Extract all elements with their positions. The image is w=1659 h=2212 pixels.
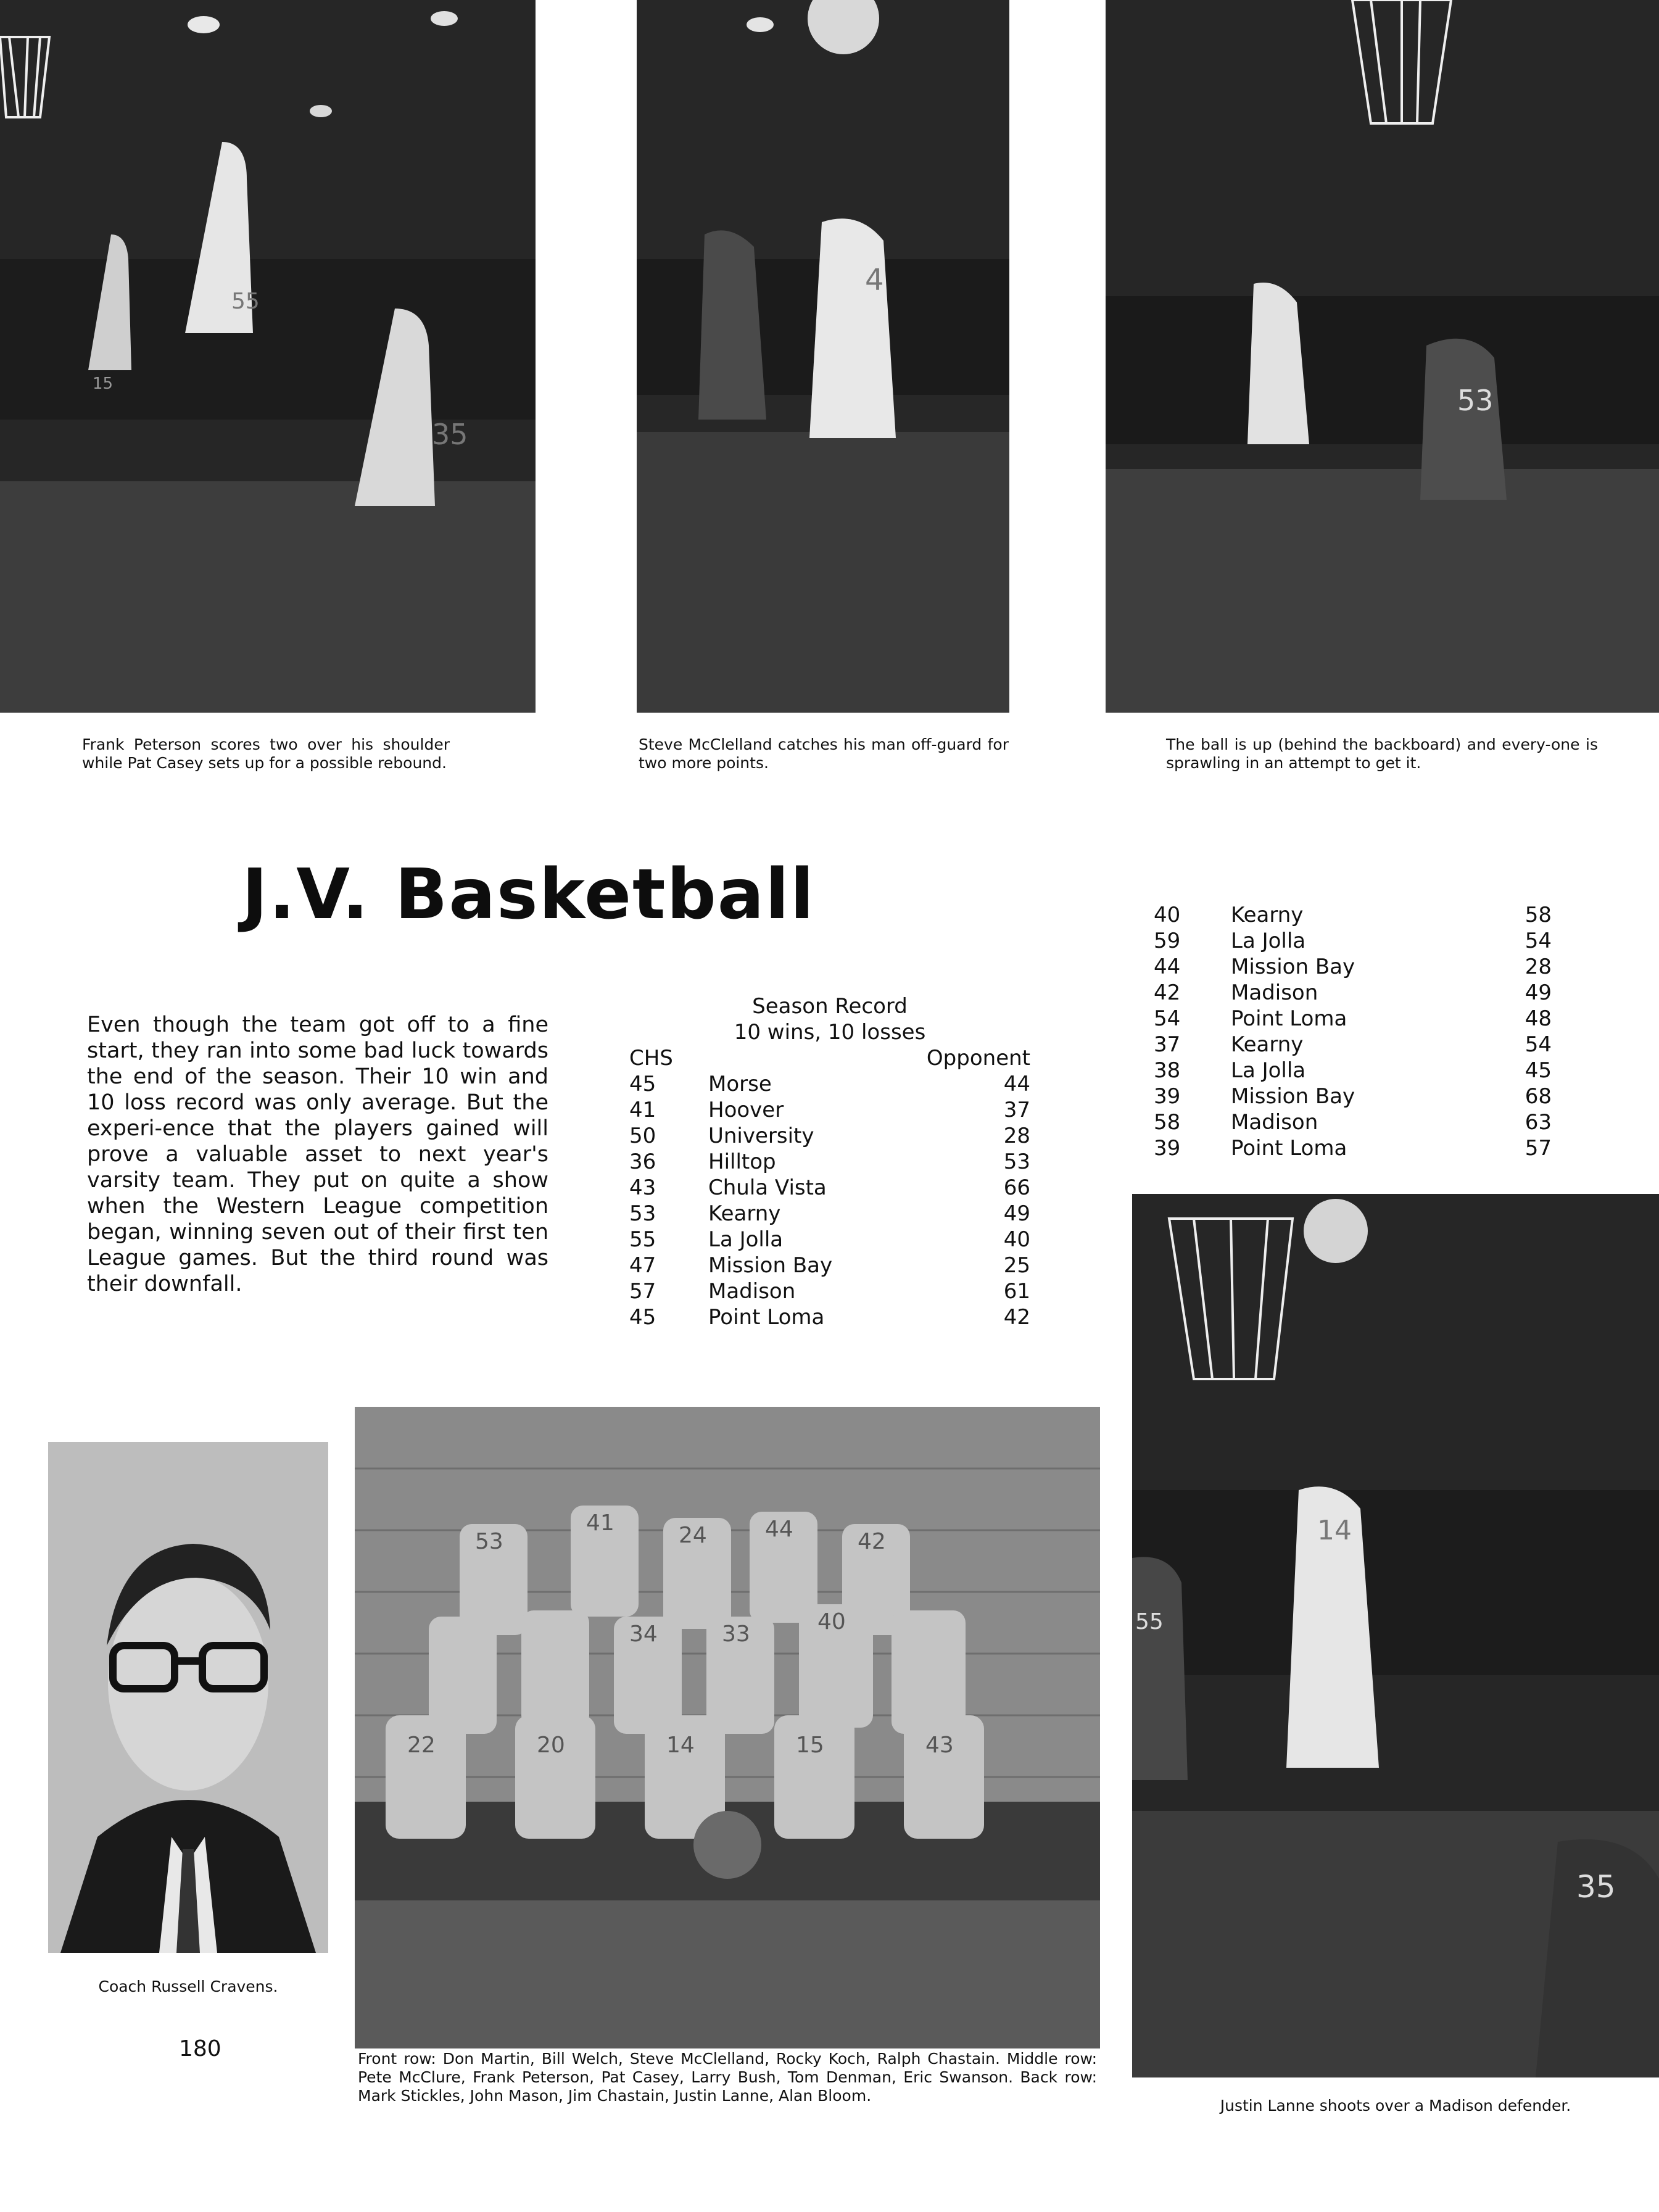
chs-score: 47 [629,1253,656,1278]
opponent-score: 44 [1003,1072,1030,1096]
jersey-number: 22 [407,1733,436,1758]
photo-frank-peterson-shot [0,0,536,713]
jersey-number: 42 [858,1529,886,1554]
chs-score: 54 [1154,1006,1181,1031]
opponent-score: 37 [1003,1098,1030,1122]
page-number: 180 [179,2036,221,2061]
opponent-name: La Jolla [708,1227,784,1252]
season-record-row [629,1227,1030,1253]
chs-score: 41 [629,1098,656,1122]
season-record-row [629,1253,1030,1278]
caption-coach: Coach Russell Cravens. [98,1978,278,1995]
season-record-row [629,1123,1030,1149]
opponent-name: Point Loma [1231,1006,1347,1031]
opponent-score: 28 [1525,955,1552,979]
opponent-name: University [708,1124,814,1148]
opponent-name: Madison [708,1279,796,1304]
opponent-name: Kearny [1231,1032,1304,1057]
season-record-row [1154,1032,1552,1058]
opponent-score: 48 [1525,1006,1552,1031]
column-header-opponent: Opponent [926,1046,1030,1071]
season-record-row [629,1071,1030,1097]
opponent-score: 25 [1003,1253,1030,1278]
opponent-name: Point Loma [1231,1136,1347,1161]
season-record-row [1154,1006,1552,1032]
season-record-row [629,1304,1030,1330]
jersey-number: 34 [629,1622,658,1647]
season-record-header-row [629,1045,1030,1071]
photo-ball-behind-backboard [1106,0,1659,713]
chs-score: 45 [629,1305,656,1330]
opponent-score: 61 [1003,1279,1030,1304]
opponent-name: Kearny [1231,903,1304,927]
chs-score: 59 [1154,929,1181,953]
opponent-score: 54 [1525,929,1552,953]
photo-justin-lanne-shot [1132,1194,1659,2077]
jersey-number: 4 [865,263,884,297]
season-record-row [1154,928,1552,954]
chs-score: 39 [1154,1084,1181,1109]
season-record-row [629,1278,1030,1304]
jersey-number: 14 [1317,1515,1352,1546]
opponent-score: 49 [1525,980,1552,1005]
season-record-row [629,1097,1030,1123]
opponent-score: 45 [1525,1058,1552,1083]
jersey-number: 33 [722,1622,750,1647]
season-record-row [1154,1083,1552,1109]
jersey-number: 15 [93,375,114,393]
jersey-number: 35 [432,418,468,451]
opponent-name: Madison [1231,980,1318,1005]
jersey-number: 43 [925,1733,954,1758]
opponent-score: 66 [1003,1175,1030,1200]
photo-coach-portrait [48,1442,328,1953]
jersey-number: 40 [817,1609,846,1634]
chs-score: 58 [1154,1110,1181,1135]
caption-photo-steve-mcclelland: Steve McClelland catches his man off-guard for two more points. [639,735,1009,772]
caption-team-roster: Front row: Don Martin, Bill Welch, Steve McClelland, Rocky Koch, Ralph Chastain. Middle row: Pete McClure, Frank Peterson, Pat Casey, Larry Bush, Tom Denman, Eric Swanson. Back row: Mark Stickles, John Mason, Jim Chastain, Justin Lanne, Alan Bloom. [358,2050,1097,2105]
season-record-row [1154,1109,1552,1135]
season-record-row [1154,980,1552,1006]
opponent-score: 63 [1525,1110,1552,1135]
opponent-name: Mission Bay [1231,1084,1355,1109]
season-record-title: Season Record [752,994,908,1019]
jersey-number: 44 [765,1517,793,1542]
opponent-name: Hilltop [708,1149,776,1174]
opponent-score: 68 [1525,1084,1552,1109]
chs-score: 36 [629,1149,656,1174]
jersey-number: 55 [231,289,260,314]
chs-score: 50 [629,1124,656,1148]
column-header-chs: CHS [629,1046,673,1071]
chs-score: 43 [629,1175,656,1200]
chs-score: 42 [1154,980,1181,1005]
jersey-number: 35 [1576,1869,1616,1905]
opponent-name: Point Loma [708,1305,825,1330]
season-record-row [1154,1058,1552,1083]
chs-score: 44 [1154,955,1181,979]
jersey-number: 14 [666,1733,695,1758]
season-record-table-first-half [629,993,1030,1330]
jersey-number: 24 [679,1523,707,1548]
opponent-score: 57 [1525,1136,1552,1161]
season-record-row [1154,1135,1552,1161]
opponent-name: Kearny [708,1201,781,1226]
season-record-row [1154,902,1552,928]
opponent-score: 53 [1003,1149,1030,1174]
chs-score: 38 [1154,1058,1181,1083]
jersey-number: 15 [796,1733,824,1758]
photo-steve-mcclelland-shot [637,0,1009,713]
season-record-row [629,1149,1030,1175]
chs-score: 53 [629,1201,656,1226]
jersey-number: 55 [1135,1609,1164,1634]
chs-score: 39 [1154,1136,1181,1161]
season-record-row [629,1201,1030,1227]
opponent-score: 58 [1525,903,1552,927]
caption-justin-lanne: Justin Lanne shoots over a Madison defender. [1220,2097,1571,2115]
opponent-name: Mission Bay [1231,955,1355,979]
caption-photo-ball-behind-backboard: The ball is up (behind the backboard) and every-one is sprawling in an attempt to get it. [1166,735,1598,772]
article-body: Even though the team got off to a fine start, they ran into some bad luck towards the end of the season. Their 10 win and 10 loss record was only average. But the experi-ence that the players gained will prove a valuable asset to next year's varsity team. They put on quite a show when the Western League competition began, winning seven out of their first ten League games. But the third round was their downfall. [87,1013,548,1296]
jersey-number: 53 [475,1529,503,1554]
photo-team-group [355,1407,1100,2048]
opponent-name: Hoover [708,1098,784,1122]
season-record-summary: 10 wins, 10 losses [734,1020,926,1045]
opponent-name: Mission Bay [708,1253,833,1278]
opponent-name: Morse [708,1072,772,1096]
opponent-name: La Jolla [1231,1058,1306,1083]
opponent-score: 40 [1003,1227,1030,1252]
chs-score: 55 [629,1227,656,1252]
chs-score: 37 [1154,1032,1181,1057]
opponent-name: La Jolla [1231,929,1306,953]
opponent-score: 42 [1003,1305,1030,1330]
opponent-name: Chula Vista [708,1175,827,1200]
season-record-row [1154,954,1552,980]
jersey-number: 20 [537,1733,565,1758]
opponent-score: 28 [1003,1124,1030,1148]
page-title: J.V. Basketball [242,855,816,935]
jersey-number: 53 [1457,384,1494,417]
season-record-row [629,1175,1030,1201]
chs-score: 40 [1154,903,1181,927]
caption-photo-frank-peterson: Frank Peterson scores two over his shoulder while Pat Casey sets up for a possible rebound. [82,735,450,772]
season-record-table-second-half [1154,902,1552,1161]
opponent-score: 54 [1525,1032,1552,1057]
chs-score: 45 [629,1072,656,1096]
chs-score: 57 [629,1279,656,1304]
opponent-score: 49 [1003,1201,1030,1226]
jersey-number: 41 [586,1510,614,1536]
opponent-name: Madison [1231,1110,1318,1135]
